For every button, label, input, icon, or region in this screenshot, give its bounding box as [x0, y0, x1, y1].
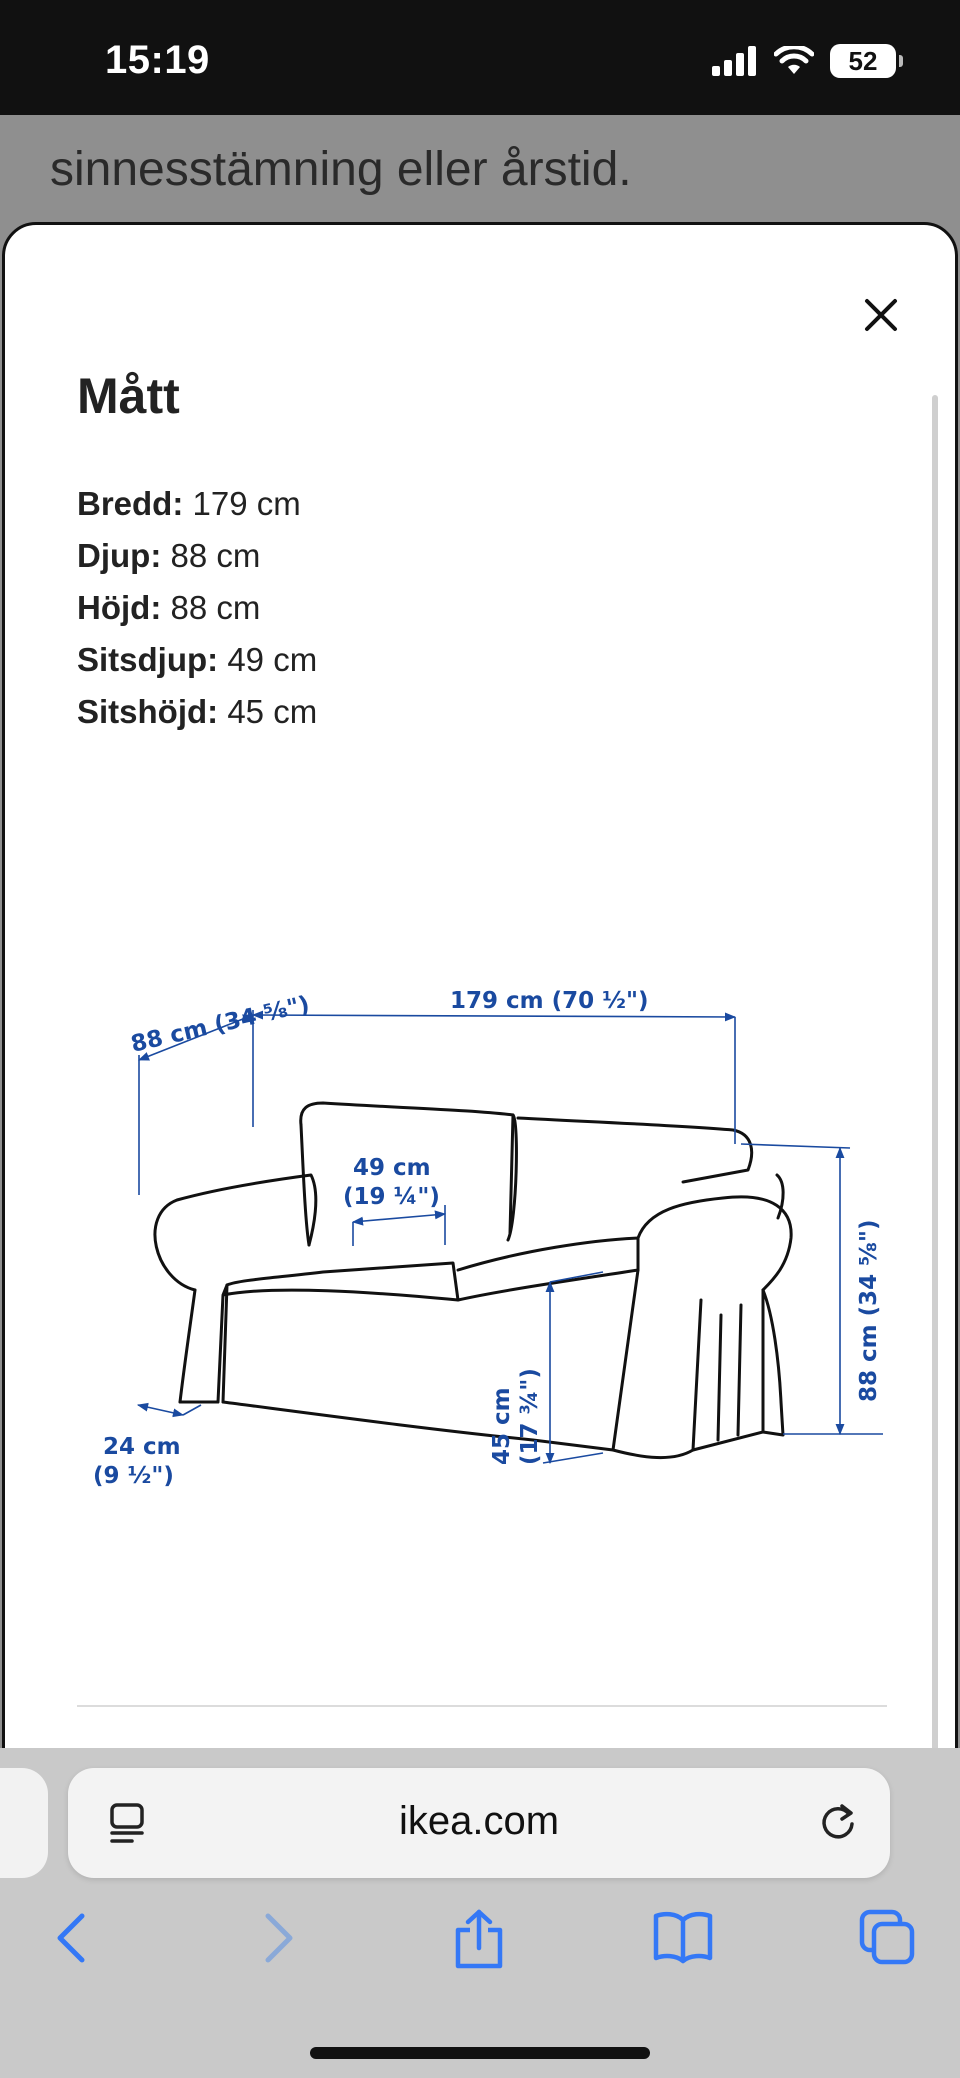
battery-indicator: 52	[830, 44, 896, 78]
diagram-label-leg-in: (9 ½")	[93, 1463, 174, 1489]
status-icons	[712, 44, 896, 78]
sheet-divider	[77, 1705, 887, 1707]
wifi-icon	[774, 46, 814, 76]
dimension-row-depth: Djup: 88 cm	[77, 537, 261, 574]
diagram-label-depth: 88 cm (34 ⅝")	[128, 991, 313, 1058]
diagram-label-seat-depth-cm: 49 cm	[353, 1155, 431, 1181]
sheet-scrollbar[interactable]	[932, 395, 938, 1773]
share-icon[interactable]	[452, 1908, 506, 1970]
dimension-row-seat-depth: Sitsdjup: 49 cm	[77, 641, 318, 678]
cellular-signal-icon	[712, 46, 758, 76]
status-time: 15:19	[105, 38, 210, 82]
dimension-row-width: Bredd: 179 cm	[77, 485, 301, 522]
url-text[interactable]: ikea.com	[398, 1799, 560, 1843]
browser-toolbar	[0, 1748, 960, 2078]
sheet-title: Mått	[77, 368, 180, 424]
previous-tab-preview[interactable]	[0, 1768, 48, 1878]
tabs-icon[interactable]	[858, 1908, 916, 1966]
close-button[interactable]	[851, 285, 911, 345]
back-icon[interactable]	[52, 1908, 92, 1968]
diagram-label-height: 88 cm (34 ⅝")	[856, 1219, 882, 1402]
dimension-row-seat-height: Sitshöjd: 45 cm	[77, 693, 318, 730]
background-page-text: sinnesstämning eller årstid.	[50, 143, 632, 196]
diagram-label-seat-depth-in: (19 ¼")	[343, 1184, 440, 1210]
diagram-label-leg-cm: 24 cm	[103, 1434, 181, 1460]
diagram-label-width: 179 cm (70 ½")	[450, 988, 649, 1014]
sofa-drawing	[155, 1103, 791, 1458]
dimension-list	[77, 478, 317, 738]
home-indicator	[310, 2047, 650, 2059]
status-bar	[0, 0, 960, 115]
diagram-label-seat-height-cm: 45 cm	[489, 1387, 515, 1465]
reload-icon[interactable]	[816, 1800, 860, 1844]
diagram-label-seat-height-in: (17 ¾")	[517, 1368, 543, 1465]
forward-icon[interactable]	[258, 1908, 298, 1968]
close-icon	[864, 298, 898, 332]
sofa-dimension-diagram	[73, 920, 903, 1700]
address-bar[interactable]	[68, 1768, 890, 1878]
dimension-row-height: Höjd: 88 cm	[77, 589, 261, 626]
bookmarks-icon[interactable]	[652, 1908, 714, 1964]
